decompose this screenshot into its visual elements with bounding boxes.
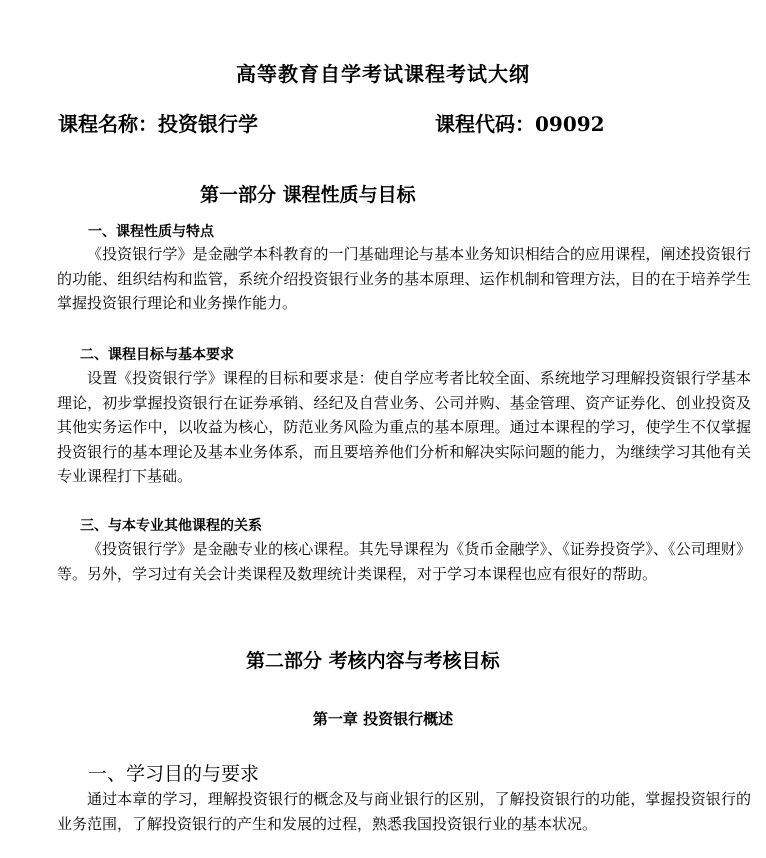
part1-title: 第一部分 课程性质与目标 (200, 184, 416, 206)
part1-sec1-title: 一、课程性质与特点 (88, 224, 214, 240)
part1-sec1-text: 《投资银行学》是金融学本科教育的一门基础理论与基本业务知识相结合的应用课程，阐述投资银行的功能、组织结构和监管，系统介绍投资银行业务的基本原理、运作机制和管理方法，目的在于培养学生掌握投资银行理论和业务操作能力。 (57, 245, 751, 312)
chapter1-title: 第一章 投资银行概述 (312, 710, 454, 728)
course-name: 课程名称：投资银行学 (58, 112, 258, 136)
document-title: 高等教育自学考试课程考试大纲 (236, 62, 530, 86)
chapter1-sec1-text: 通过本章的学习，理解投资银行的概念及与商业银行的区别，了解投资银行的功能，掌握投资银行的业务范围，了解投资银行的产生和发展的过程，熟悉我国投资银行业的基本状况。 (57, 790, 751, 833)
part1-sec1-paragraph (57, 242, 751, 316)
part1-sec2-text: 设置《投资银行学》课程的目标和要求是：使自学应考者比较全面、系统地学习理解投资银行学基本理论，初步掌握投资银行在证券承销、经纪及自营业务、公司并购、基金管理、资产证券化、创业投资及其他实务运作中，以收益为核心，防范业务风险为重点的基本原理。通过本课程的学习，使学生不仅掌握投资银行的基本理论及基本业务体系，而且要培养他们分析和解决实际问题的能力，为继续学习其他有关专业课程打下基础。 (57, 369, 751, 485)
part2-title: 第二部分 考核内容与考核目标 (246, 650, 500, 672)
part1-sec3-title: 三、与本专业其他课程的关系 (80, 518, 262, 534)
part1-sec3-text: 《投资银行学》是金融专业的核心课程。其先导课程为《货币金融学》、《证券投资学》、《公司理财》等。另外，学习过有关会计类课程及数理统计类课程，对于学习本课程也应有很好的帮助。 (57, 540, 751, 583)
part1-sec3-paragraph (57, 537, 751, 586)
chapter1-sec1-title: 一、学习目的与要求 (88, 763, 260, 785)
course-code: 课程代码：09092 (435, 112, 605, 136)
part1-sec2-paragraph (57, 366, 751, 489)
chapter1-sec1-paragraph (57, 787, 751, 836)
part1-sec2-title: 二、课程目标与基本要求 (80, 347, 234, 363)
